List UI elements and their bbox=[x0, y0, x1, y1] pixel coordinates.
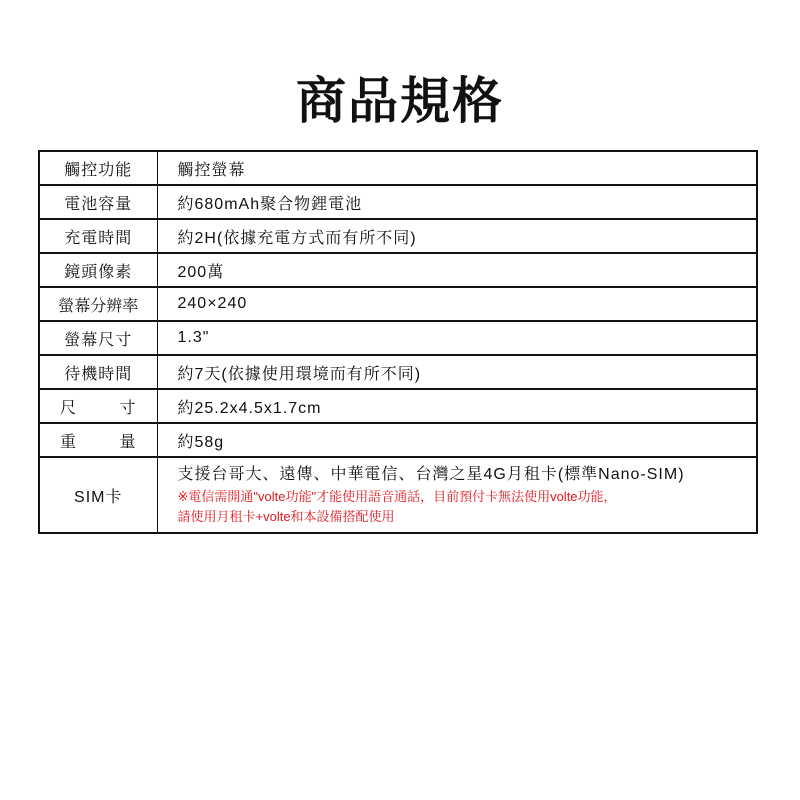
spec-label-weight: 重量 bbox=[39, 423, 157, 457]
table-row bbox=[39, 321, 757, 355]
spec-label-dimensions: 尺寸 bbox=[39, 389, 157, 423]
table-row bbox=[39, 389, 757, 423]
spec-value-screen-size: 1.3" bbox=[157, 321, 757, 355]
table-row bbox=[39, 151, 757, 185]
spec-table bbox=[38, 150, 758, 534]
spec-value-battery: 約680mAh聚合物鋰電池 bbox=[157, 185, 757, 219]
table-row bbox=[39, 287, 757, 321]
spec-value-standby: 約7天(依據使用環境而有所不同) bbox=[157, 355, 757, 389]
spec-value-charge-time: 約2H(依據充電方式而有所不同) bbox=[157, 219, 757, 253]
spec-label-touch: 觸控功能 bbox=[39, 151, 157, 185]
spec-label-screen-size: 螢幕尺寸 bbox=[39, 321, 157, 355]
table-row bbox=[39, 219, 757, 253]
spec-label-camera: 鏡頭像素 bbox=[39, 253, 157, 287]
spec-label-battery: 電池容量 bbox=[39, 185, 157, 219]
sim-note-line-2: 請使用月租卡+volte和本設備搭配使用 bbox=[177, 509, 395, 524]
table-row bbox=[39, 457, 757, 533]
spec-value-camera: 200萬 bbox=[157, 253, 757, 287]
table-row bbox=[39, 253, 757, 287]
spec-label-standby: 待機時間 bbox=[39, 355, 157, 389]
spec-value-weight: 約58g bbox=[157, 423, 757, 457]
table-row bbox=[39, 423, 757, 457]
spec-value-resolution: 240×240 bbox=[157, 287, 757, 321]
sim-support-text: 支援台哥大、遠傳、中華電信、台灣之星4G月租卡(標準Nano-SIM) bbox=[177, 466, 685, 483]
sim-note-line-1: ※電信需開通"volte功能"才能使用語音通話，目前預付卡無法使用volte功能， bbox=[177, 489, 617, 504]
table-row bbox=[39, 185, 757, 219]
spec-value-touch: 觸控螢幕 bbox=[157, 151, 757, 185]
spec-label-charge-time: 充電時間 bbox=[39, 219, 157, 253]
spec-label-resolution: 螢幕分辨率 bbox=[39, 287, 157, 321]
page-title: 商品規格 bbox=[296, 72, 504, 130]
spec-label-sim: SIM卡 bbox=[39, 457, 157, 533]
spec-value-sim bbox=[157, 457, 757, 533]
table-row bbox=[39, 355, 757, 389]
spec-value-dimensions: 約25.2x4.5x1.7cm bbox=[157, 389, 757, 423]
